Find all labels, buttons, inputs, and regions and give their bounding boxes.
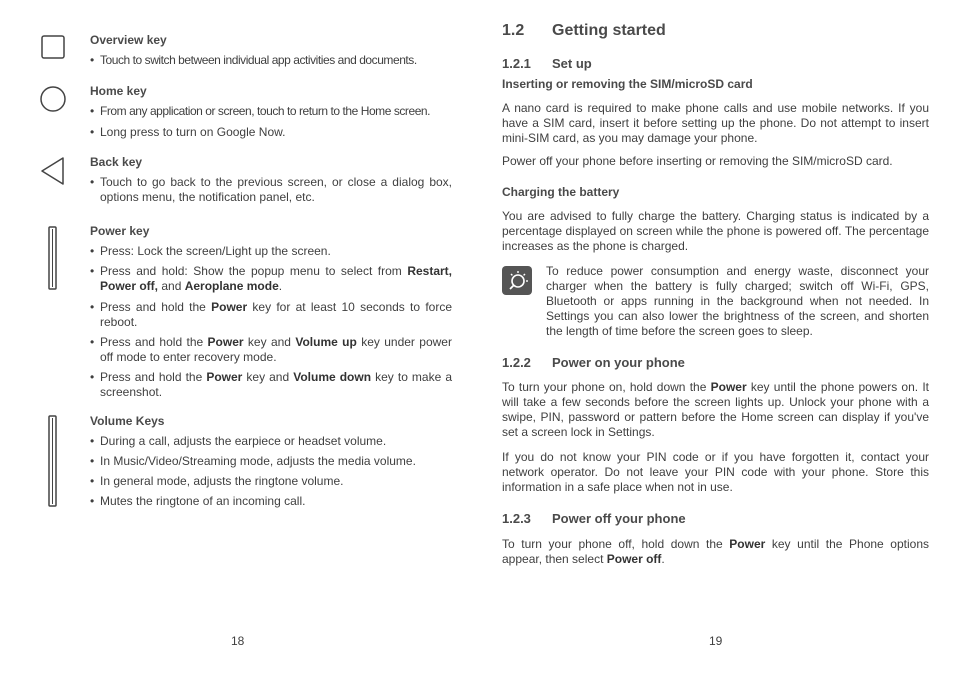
subsection-heading-set-up: 1.2.1 Set up [502,56,592,71]
overview-key-title: Overview key [90,33,167,47]
power-bullet-5: • Press and hold the Power key and Volume down key to make a screenshot. [90,370,453,399]
sim-paragraph-2: Power off your phone before inserting or removing the SIM/microSD card. [502,154,893,168]
overview-bullet: • Touch to switch between individual app activities and documents. [90,53,417,67]
sim-paragraph-1: A nano card is required to make phone calls and use mobile networks. If you have a SIM card, insert it before setting up the phone. Do not attempt to insert mini-SIM card, as you may damage your phone. [502,101,929,145]
home-bullet-2: • Long press to turn on Google Now. [90,125,286,139]
back-bullet: • Touch to go back to the previous screen, or close a dialog box, options menu, the notification panel, etc. [90,175,452,204]
power-off-paragraph: To turn your phone off, hold down the Power key until the Phone options appear, then select Power off. [502,537,929,566]
home-circle-icon [40,86,66,112]
volume-bullet-1: • During a call, adjusts the earpiece or headset volume. [90,434,387,448]
page-number-left: 18 [231,634,245,648]
sim-card-title: Inserting or removing the SIM/microSD card [502,77,753,91]
charging-title: Charging the battery [502,185,620,199]
back-key-title: Back key [90,155,143,169]
home-bullet-1: • From any application or screen, touch to return to the Home screen. [90,104,431,118]
power-key-bar-icon [48,226,57,290]
back-triangle-icon [41,157,65,185]
power-bullet-1: • Press: Lock the screen/Light up the screen. [90,244,331,258]
volume-bullet-3: • In general mode, adjusts the ringtone volume. [90,474,344,488]
power-bullet-3: • Press and hold the Power key for at least 10 seconds to force reboot. [90,300,453,329]
power-key-title: Power key [90,224,150,238]
power-on-paragraph-2: If you do not know your PIN code or if you have forgotten it, contact your network operator. Do not leave your PIN code with your phone. Store this information in a safe place when not in use. [502,450,929,494]
power-bullet-4: • Press and hold the Power key and Volume up key under power off mode to enter recovery mode. [90,335,452,364]
volume-bullet-4: • Mutes the ringtone of an incoming call. [90,494,306,508]
charging-paragraph: You are advised to fully charge the battery. Charging status is indicated by a percentage displayed on screen while the phone is powered off. The percentage increases as the phone is charged. [502,209,929,253]
volume-bullet-2: • In Music/Video/Streaming mode, adjusts the media volume. [90,454,416,468]
subsection-heading-power-off: 1.2.3 Power off your phone [502,511,686,526]
page-number-right: 19 [709,634,723,648]
section-heading-getting-started: 1.2 Getting started [502,22,666,39]
power-on-paragraph-1: To turn your phone on, hold down the Power key until the phone powers on. It will take a few seconds before the screen lights up. Unlock your phone with a swipe, PIN, password or pattern before the Home screen can display if you've set a screen lock in Settings. [502,380,929,439]
volume-keys-bar-icon [48,415,57,507]
tip-lightbulb-icon [502,266,532,295]
overview-square-icon [41,35,65,59]
tip-paragraph: To reduce power consumption and energy waste, disconnect your charger when the battery is fully charged; switch off Wi-Fi, GPS, Bluetooth or apps running in the background when not needed. In Settings you can also lower the brightness of the screen, and shorten the length of time before the screen goes to sleep. [546,264,929,338]
subsection-heading-power-on: 1.2.2 Power on your phone [502,355,685,370]
volume-keys-title: Volume Keys [90,414,165,428]
power-bullet-2: • Press and hold: Show the popup menu to select from Restart, Power off, and Aeroplane mode. [90,264,452,293]
home-key-title: Home key [90,84,147,98]
